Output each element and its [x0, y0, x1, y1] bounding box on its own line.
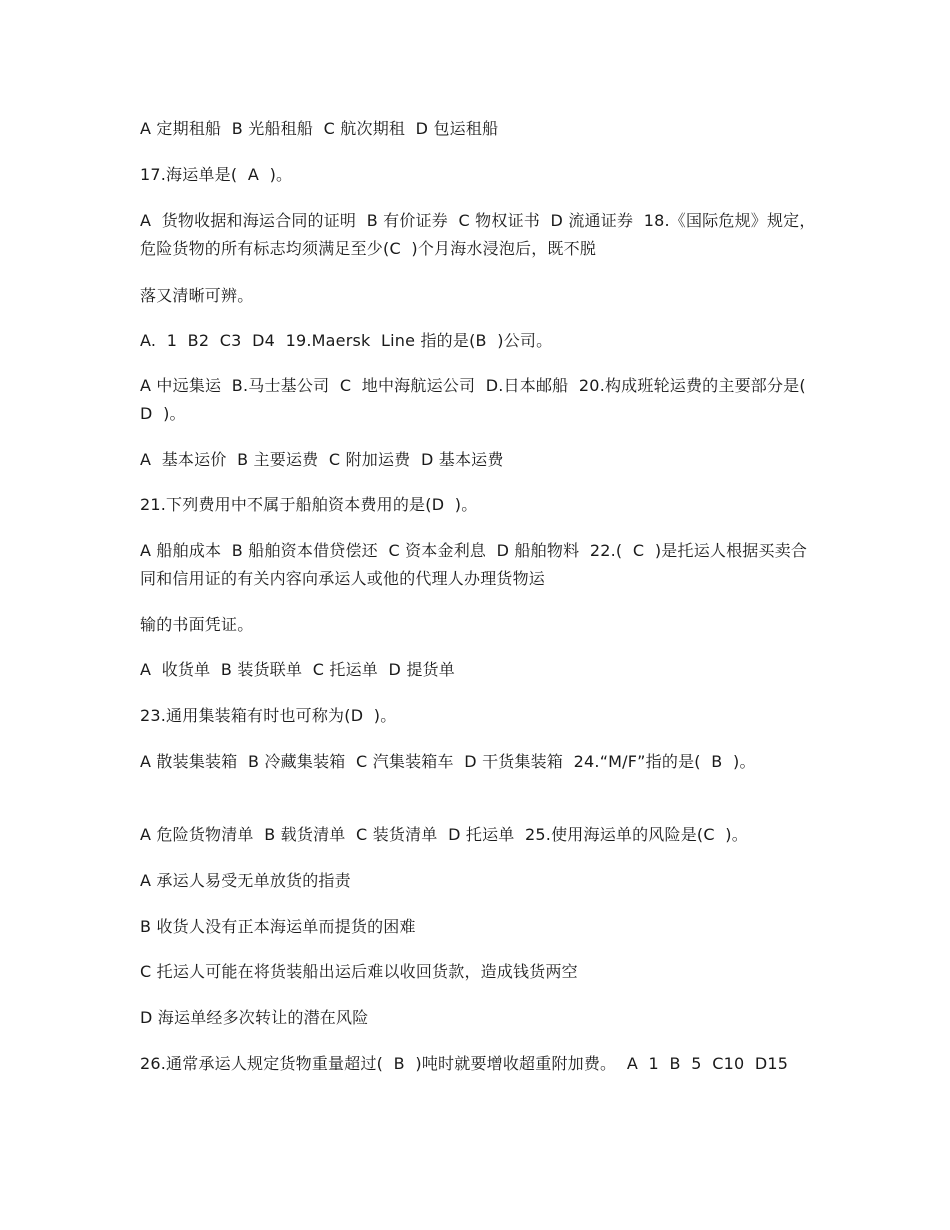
option-c-line: C 托运人可能在将货装船出运后难以收回货款，造成钱货两空 — [140, 962, 578, 981]
option-b-line: B 收货人没有正本海运单而提货的困难 — [140, 917, 416, 936]
option-a-line: A 承运人易受无单放货的指责 — [140, 871, 351, 890]
text-line-7: A 基本运价 B 主要运费 C 附加运费 D 基本运费 — [140, 450, 504, 469]
text-line-4: 落又清晰可辨。 — [140, 286, 254, 305]
question-17: 17.海运单是( A )。 — [140, 165, 293, 184]
question-21: 21.下列费用中不属于船舶资本费用的是(D )。 — [140, 495, 478, 514]
text-line-3: A 货物收据和海运合同的证明 B 有价证券 C 物权证书 D 流通证券 18.《国际危规》规定，危险货物的所有标志均须满足至少(C )个月海水浸泡后，既不脱 — [140, 211, 816, 258]
text-line-10: 输的书面凭证。 — [140, 615, 254, 634]
text-line-5: A. 1 B2 C3 D4 19.Maersk Line 指的是(B )公司。 — [140, 331, 553, 350]
question-23: 23.通用集装箱有时也可称为(D )。 — [140, 706, 397, 725]
text-line-1: A 定期租船 B 光船租船 C 航次期租 D 包运租船 — [140, 119, 499, 138]
text-line-6: A 中远集运 B.马士基公司 C 地中海航运公司 D.日本邮船 20.构成班轮运费的主要部分是( D )。 — [140, 376, 817, 423]
text-line-11: A 收货单 B 装货联单 C 托运单 D 提货单 — [140, 660, 455, 679]
option-d-line: D 海运单经多次转让的潜在风险 — [140, 1008, 369, 1027]
question-26: 26.通常承运人规定货物重量超过( B )吨时就要增收超重附加费。 A 1 B 5 C10 D15 — [140, 1054, 789, 1073]
text-line-14: A 危险货物清单 B 载货清单 C 装货清单 D 托运单 25.使用海运单的风险是(C )。 — [140, 825, 748, 844]
text-line-9: A 船舶成本 B 船舶资本借贷偿还 C 资本金利息 D 船舶物料 22.( C )是托运人根据买卖合同和信用证的有关内容向承运人或他的代理人办理货物运 — [140, 541, 808, 588]
text-line-13: A 散装集装箱 B 冷藏集装箱 C 汽集装箱车 D 干货集装箱 24.“M/F”指的是( B )。 — [140, 752, 756, 771]
